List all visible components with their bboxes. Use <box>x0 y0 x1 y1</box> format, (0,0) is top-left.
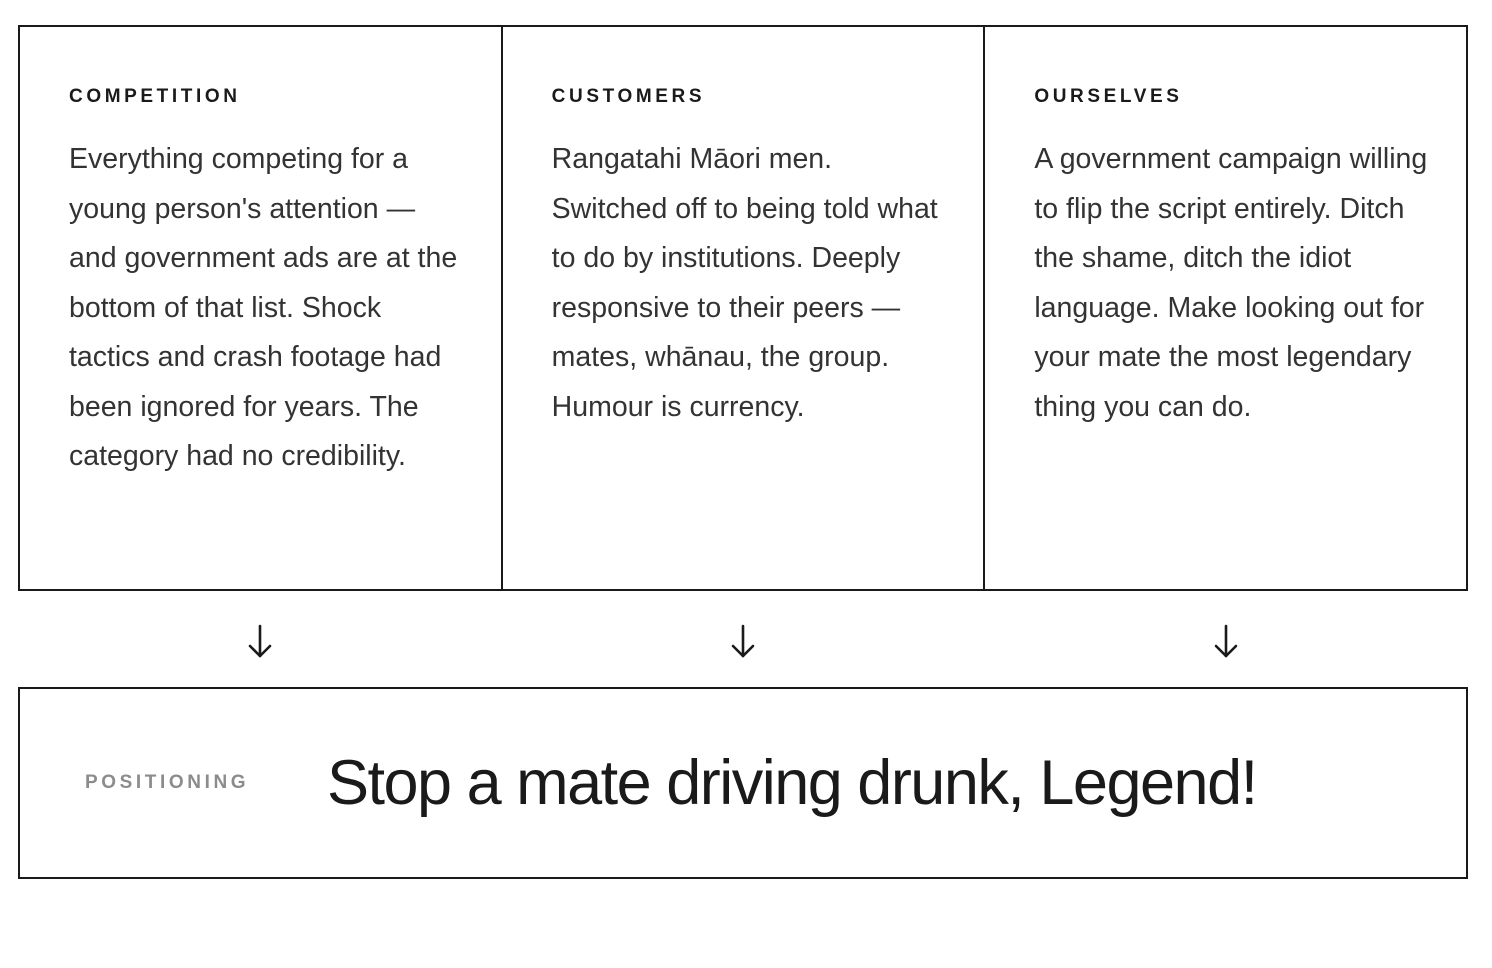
ourselves-text: A government campaign willing to flip the script entirely. Ditch the shame, ditch the idiot language. Make looking out for your mate the most legendary thing you can do. <box>1034 143 1428 423</box>
customers-label: CUSTOMERS <box>551 86 706 107</box>
arrow-down-icon <box>1211 622 1241 662</box>
ourselves-column <box>985 27 1466 589</box>
positioning-box <box>18 687 1468 879</box>
ourselves-label: OURSELVES <box>1034 86 1183 107</box>
arrow-down-icon <box>245 622 275 662</box>
competition-label: COMPETITION <box>69 86 241 107</box>
competition-text: Everything competing for a young person's attention — and government ads are at the bottom of that list. Shock tactics and crash footage had been ignored for years. The category had no credibility. <box>69 143 458 472</box>
positioning-label: POSITIONING <box>85 772 250 793</box>
positioning-statement: Stop a mate driving drunk, Legend! <box>327 747 1257 818</box>
customers-column <box>503 27 986 589</box>
customers-arrow <box>501 620 984 664</box>
competition-arrow <box>18 620 501 664</box>
arrow-row <box>18 620 1468 664</box>
competition-column <box>20 27 503 589</box>
customers-text: Rangatahi Māori men. Switched off to being told what to do by institutions. Deeply responsive to their peers — mates, whānau, the group. Humour is currency. <box>551 143 938 423</box>
ourselves-arrow <box>985 620 1468 664</box>
three-c-grid <box>18 25 1468 591</box>
arrow-down-icon <box>728 622 758 662</box>
